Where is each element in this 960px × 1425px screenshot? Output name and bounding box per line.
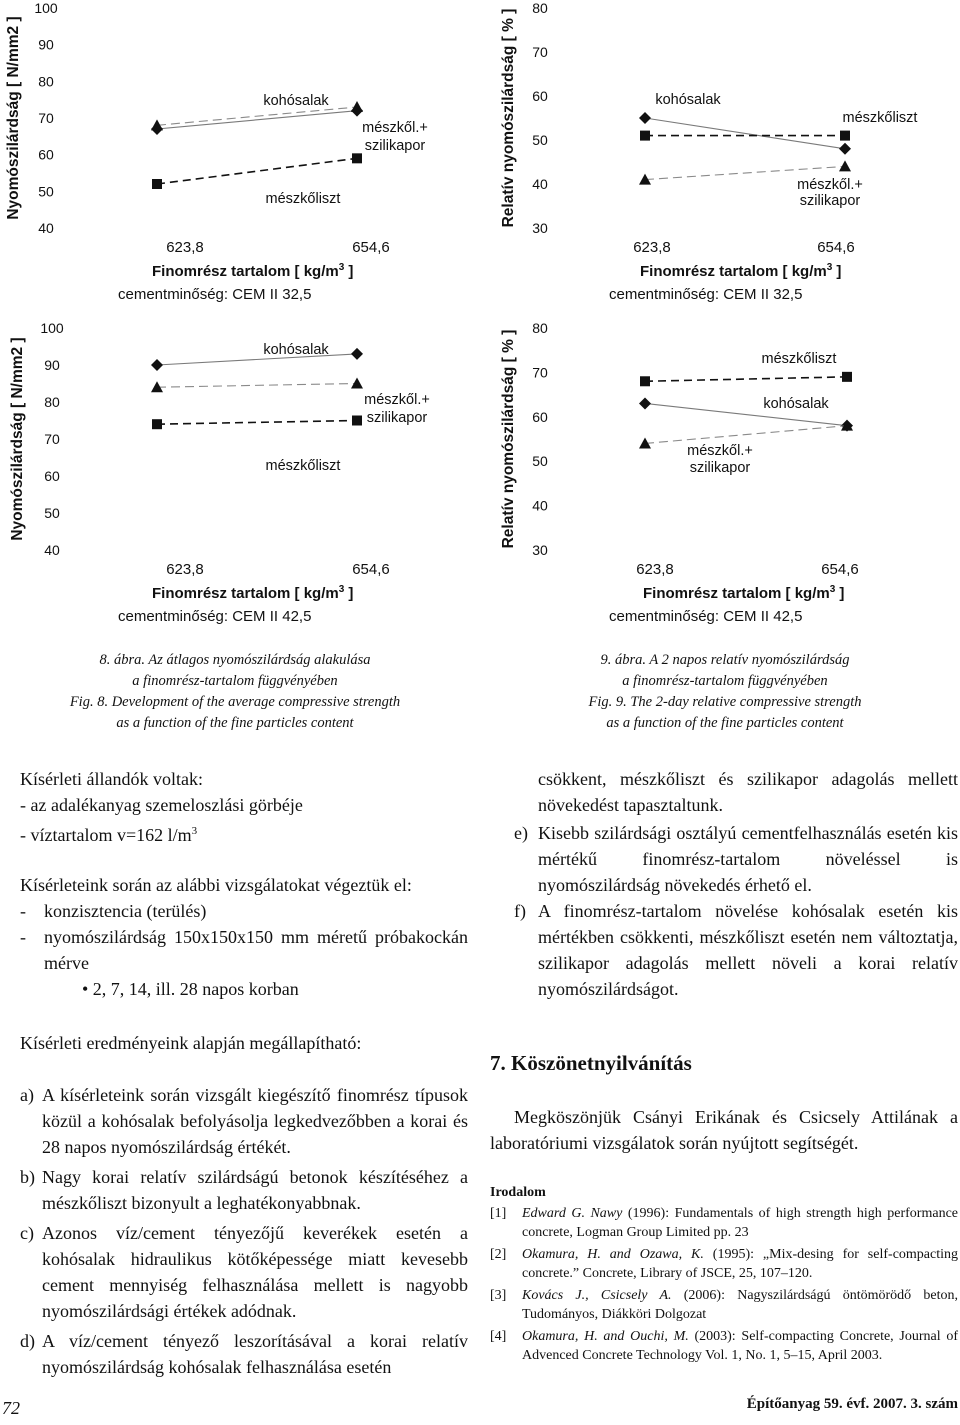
x-tick-label: 654,6 — [352, 561, 390, 578]
caption-line: 9. ábra. A 2 napos relatív nyomószilárdság — [600, 652, 850, 668]
caption-line: as a function of the fine particles content — [116, 715, 354, 731]
figure-9-caption — [490, 650, 960, 734]
cement-quality-label: cementminőség: CEM II 42,5 — [609, 608, 803, 625]
reference-author: Kovács J., Csicsely A. — [522, 1288, 672, 1303]
x-axis-label-sup: 3 — [829, 584, 836, 595]
y-tick-label: 40 — [532, 176, 548, 192]
left-text-column — [20, 766, 468, 1380]
y-axis-label: Relatív nyomószilárdság [ % ] — [500, 8, 517, 228]
series-line — [157, 107, 357, 125]
constant-item: - az adalékanyag szemeloszlási görbéje — [20, 795, 303, 815]
x-axis-label-sup: 3 — [826, 262, 833, 273]
series-line — [645, 118, 845, 149]
reference-text — [522, 1245, 958, 1283]
item-text: Azonos víz/cement tényezőjű keverékek esetén a kohósalak hidraulikus kötőképessége miatt kevesebb cement mennyiség felhasználása mellett is nagyobb nyomószilárdsági értékek adódnak. — [42, 1223, 468, 1321]
reference-number: [2] — [490, 1247, 507, 1262]
test-item — [20, 924, 468, 976]
acknowledgement-text: Megköszönjük Csányi Erikának és Csicsely Attilának a laboratóriumi vizsgálatok során nyújtott segítségét. — [490, 1107, 958, 1153]
series-line — [157, 421, 357, 425]
x-axis-label-text: Finomrész tartalom [ kg/m — [152, 263, 339, 280]
y-tick-label: 80 — [532, 320, 548, 336]
reference-item — [490, 1204, 958, 1242]
x-axis-label-sup: 3 — [338, 584, 345, 595]
figure-8-caption — [0, 650, 470, 734]
x-axis-label — [152, 584, 353, 602]
item-mark: c) — [20, 1223, 34, 1243]
reference-text — [522, 1204, 958, 1242]
item-mark: d) — [20, 1331, 35, 1351]
test-item — [20, 898, 468, 924]
reference-item — [490, 1245, 958, 1283]
y-tick-label: 100 — [40, 320, 64, 336]
y-tick-label: 70 — [532, 364, 548, 381]
cement-quality-label: cementminőség: CEM II 32,5 — [609, 286, 803, 303]
reference-rest: (2006): Nagyszilárdságú öntömörödő beton, Tudományos, Diákköri Dolgozat — [522, 1288, 958, 1322]
x-tick-label: 623,8 — [633, 239, 671, 256]
diamond-marker — [639, 397, 651, 409]
series-label-szilikapor-2: szilikapor — [799, 193, 861, 209]
references-heading: Irodalom — [490, 1185, 546, 1200]
y-tick-label: 80 — [532, 0, 548, 16]
x-axis-label-end: ] — [344, 263, 354, 280]
constant-item — [20, 818, 468, 848]
square-marker — [152, 419, 162, 429]
continued-text: csökkent, mészkőliszt és szilikapor adagolás mellett növekedést tapasztaltunk. — [538, 769, 958, 815]
y-tick-label: 70 — [38, 110, 54, 126]
series-label-meszkoliszt: mészkőliszt — [761, 351, 837, 367]
series-label-szilikapor-1: mészkől.+ — [362, 120, 428, 136]
chart-fig9-cem-32-5 — [485, 0, 960, 310]
x-axis-label — [640, 262, 841, 280]
y-axis-label: Nyomószilárdság [ N/mm2 ] — [9, 337, 26, 541]
caption-line: Fig. 9. The 2-day relative compressive strength — [588, 694, 862, 710]
caption-line: as a function of the fine particles content — [606, 715, 844, 731]
square-marker — [352, 153, 362, 163]
result-item — [20, 1220, 468, 1324]
y-tick-label: 50 — [38, 183, 54, 200]
series-diamond — [151, 348, 363, 371]
item-text: A finomrész-tartalom növelése kohósalak esetén kis mértékben csökkenti, mészkőliszt esetén nem változtatja, szilikapor adagolás mellett növeli a korai relatív nyomószilárdságot. — [538, 901, 958, 999]
result-item — [20, 1328, 468, 1380]
series-line — [645, 426, 847, 444]
result-item — [514, 820, 958, 898]
series-label-kohosalak: kohósalak — [263, 342, 329, 358]
series-label-szilikapor-2: szilikapor — [364, 138, 426, 154]
chart-svg — [485, 318, 960, 628]
item-text: A kísérleteink során vizsgált kiegészítő finomrész típusok közül a kohósalak befolyásolja legkedvezőbben a korai és 28 napos nyomószilárdság értékét. — [42, 1085, 468, 1157]
x-axis-label-end: ] — [832, 263, 842, 280]
square-marker — [352, 416, 362, 426]
x-axis-label-end: ] — [835, 585, 845, 602]
y-tick-label: 70 — [44, 431, 60, 447]
diamond-marker — [151, 359, 163, 371]
series-label-meszkoliszt: mészkőliszt — [265, 191, 341, 207]
y-tick-label: 80 — [38, 73, 54, 90]
y-tick-label: 90 — [44, 357, 60, 373]
triangle-marker — [839, 160, 851, 171]
results-title: Kísérleti eredményeink alapján megállapítható: — [20, 1033, 362, 1053]
series-triangle — [151, 101, 363, 130]
test-sub-item: • 2, 7, 14, ill. 28 napos korban — [82, 979, 299, 999]
reference-author: Okamura, H. and Ozawa, K. — [522, 1247, 704, 1262]
reference-item — [490, 1286, 958, 1324]
x-axis-label-sup: 3 — [338, 262, 345, 273]
page-number: 72 — [2, 1398, 20, 1418]
diamond-marker — [639, 112, 651, 124]
x-tick-label: 623,8 — [166, 561, 204, 578]
series-label-szilikapor-1: mészkől.+ — [797, 177, 863, 193]
item-mark: e) — [514, 823, 528, 843]
result-item — [20, 1082, 468, 1160]
series-line — [157, 158, 357, 184]
series-square — [152, 153, 362, 189]
caption-line: a finomrész-tartalom függvényében — [132, 673, 338, 689]
y-tick-label: 80 — [44, 394, 60, 410]
reference-item — [490, 1327, 958, 1365]
chart-fig8-cem-42-5 — [0, 318, 480, 628]
item-text: A víz/cement tényező leszorításával a korai relatív nyomószilárdság kohósalak felhasználása esetén — [42, 1331, 468, 1377]
series-line — [157, 384, 357, 388]
reference-rest: (1996): Fundamentals of high strength high performance concrete, Logman Group Limited pp. 23 — [522, 1206, 958, 1240]
reference-number: [3] — [490, 1288, 507, 1303]
series-line — [645, 377, 847, 381]
references-section — [490, 1184, 958, 1368]
reference-number: [1] — [490, 1206, 507, 1221]
cement-quality-label: cementminőség: CEM II 32,5 — [118, 286, 312, 303]
right-text-column — [514, 766, 958, 1002]
series-diamond — [639, 112, 851, 155]
reference-author: Edward G. Nawy — [522, 1206, 623, 1221]
y-tick-label: 50 — [44, 505, 60, 521]
reference-rest: (2003): Self-compacting Concrete, Journal of Advenced Concrete Technology Vol. 1, No. 1, 5–15, April 2003. — [522, 1329, 958, 1363]
x-axis-label-text: Finomrész tartalom [ kg/m — [640, 263, 827, 280]
y-tick-label: 40 — [44, 542, 60, 558]
chart-svg — [485, 0, 960, 310]
series-label-kohosalak: kohósalak — [763, 396, 829, 412]
references-list — [490, 1204, 958, 1365]
caption-line: 8. ábra. Az átlagos nyomószilárdság alakulása — [99, 652, 371, 668]
y-tick-label: 60 — [532, 408, 548, 425]
item-text: Nagy korai relatív szilárdságú betonok készítéséhez a mészkőliszt bizonyult a leghatékonyabbnak. — [42, 1167, 468, 1213]
result-item — [514, 898, 958, 1002]
x-axis-label — [152, 262, 353, 280]
constants-title: Kísérleti állandók voltak: — [20, 769, 203, 789]
y-tick-label: 60 — [38, 146, 54, 163]
series-square — [640, 372, 852, 386]
test-text: konzisztencia (terülés) — [44, 901, 207, 921]
y-tick-label: 70 — [532, 44, 548, 60]
y-tick-label: 60 — [532, 88, 548, 104]
reference-number: [4] — [490, 1329, 507, 1344]
y-tick-label: 40 — [38, 220, 54, 236]
series-label-kohosalak: kohósalak — [263, 93, 329, 109]
y-tick-label: 90 — [38, 36, 54, 53]
y-axis-label: Nyomószilárdság [ N/mm2 ] — [5, 16, 22, 220]
series-label-szilikapor-2: szilikapor — [366, 410, 428, 426]
test-text: nyomószilárdság 150x150x150 mm méretű próbakockán mérve — [44, 927, 468, 973]
square-marker — [152, 179, 162, 189]
x-axis-label-text: Finomrész tartalom [ kg/m — [152, 585, 339, 602]
reference-rest: (1995): „Mix-desing for self-compacting concrete.” Concrete, Library of JSCE, 25, 107–120. — [522, 1247, 958, 1281]
y-tick-label: 30 — [532, 542, 548, 558]
y-tick-label: 50 — [532, 132, 548, 148]
diamond-marker — [351, 348, 363, 360]
y-tick-label: 30 — [532, 220, 548, 236]
reference-text — [522, 1286, 958, 1324]
x-tick-label: 623,8 — [636, 561, 674, 578]
triangle-marker — [351, 378, 363, 389]
reference-text — [522, 1327, 958, 1365]
chart-svg — [0, 318, 480, 628]
item-mark: a) — [20, 1085, 34, 1105]
superscript: 3 — [191, 825, 198, 837]
dash-mark: - — [20, 901, 26, 921]
series-label-kohosalak: kohósalak — [655, 92, 721, 108]
chart-fig8-cem-32-5 — [0, 0, 480, 310]
x-axis-label-text: Finomrész tartalom [ kg/m — [643, 585, 830, 602]
constant-text: - víztartalom v=162 l/m — [20, 825, 192, 845]
acknowledgement-heading: 7. Köszönetnyilvánítás — [490, 1051, 692, 1075]
caption-line: Fig. 8. Development of the average compressive strength — [69, 694, 401, 710]
x-axis-label-end: ] — [344, 585, 354, 602]
series-label-meszkoliszt: mészkőliszt — [842, 110, 918, 126]
square-marker — [840, 131, 850, 141]
result-item — [20, 1164, 468, 1216]
chart-svg — [0, 0, 480, 310]
series-square — [640, 131, 850, 141]
series-label-szilikapor-2: szilikapor — [689, 460, 751, 476]
x-tick-label: 654,6 — [817, 239, 855, 256]
square-marker — [640, 376, 650, 386]
series-triangle — [151, 378, 363, 393]
square-marker — [640, 131, 650, 141]
tests-title: Kísérleteink során az alábbi vizsgálatokat végeztük el: — [20, 875, 412, 895]
results-list — [20, 1082, 468, 1380]
series-line — [157, 111, 357, 129]
x-axis-label — [643, 584, 844, 602]
x-tick-label: 623,8 — [166, 239, 204, 256]
y-tick-label: 60 — [44, 468, 60, 484]
square-marker — [842, 372, 852, 382]
triangle-marker — [351, 101, 363, 112]
item-mark: f) — [514, 901, 526, 921]
y-axis-label: Relatív nyomószilárdság [ % ] — [500, 329, 517, 549]
series-label-szilikapor-1: mészkől.+ — [687, 443, 753, 459]
series-label-szilikapor-1: mészkől.+ — [364, 392, 430, 408]
series-label-meszkoliszt: mészkőliszt — [265, 458, 341, 474]
journal-footer: Építőanyag 59. évf. 2007. 3. szám — [746, 1396, 958, 1412]
diamond-marker — [839, 143, 851, 155]
y-tick-label: 100 — [34, 0, 58, 16]
reference-author: Okamura, H. and Ouchi, M. — [522, 1329, 689, 1344]
chart-fig9-cem-42-5 — [485, 318, 960, 628]
x-tick-label: 654,6 — [821, 561, 859, 578]
cement-quality-label: cementminőség: CEM II 42,5 — [118, 608, 312, 625]
dash-mark: - — [20, 927, 26, 947]
x-tick-label: 654,6 — [352, 239, 390, 256]
series-square — [152, 416, 362, 430]
item-mark: b) — [20, 1167, 35, 1187]
item-text: Kisebb szilárdsági osztályú cementfelhasználás esetén kis mértékű finomrész-tartalom növeléssel is nyomószilárdság növekedés érhető el. — [538, 823, 958, 895]
caption-line: a finomrész-tartalom függvényében — [622, 673, 828, 689]
y-tick-label: 40 — [532, 497, 548, 514]
y-tick-label: 50 — [532, 453, 548, 470]
